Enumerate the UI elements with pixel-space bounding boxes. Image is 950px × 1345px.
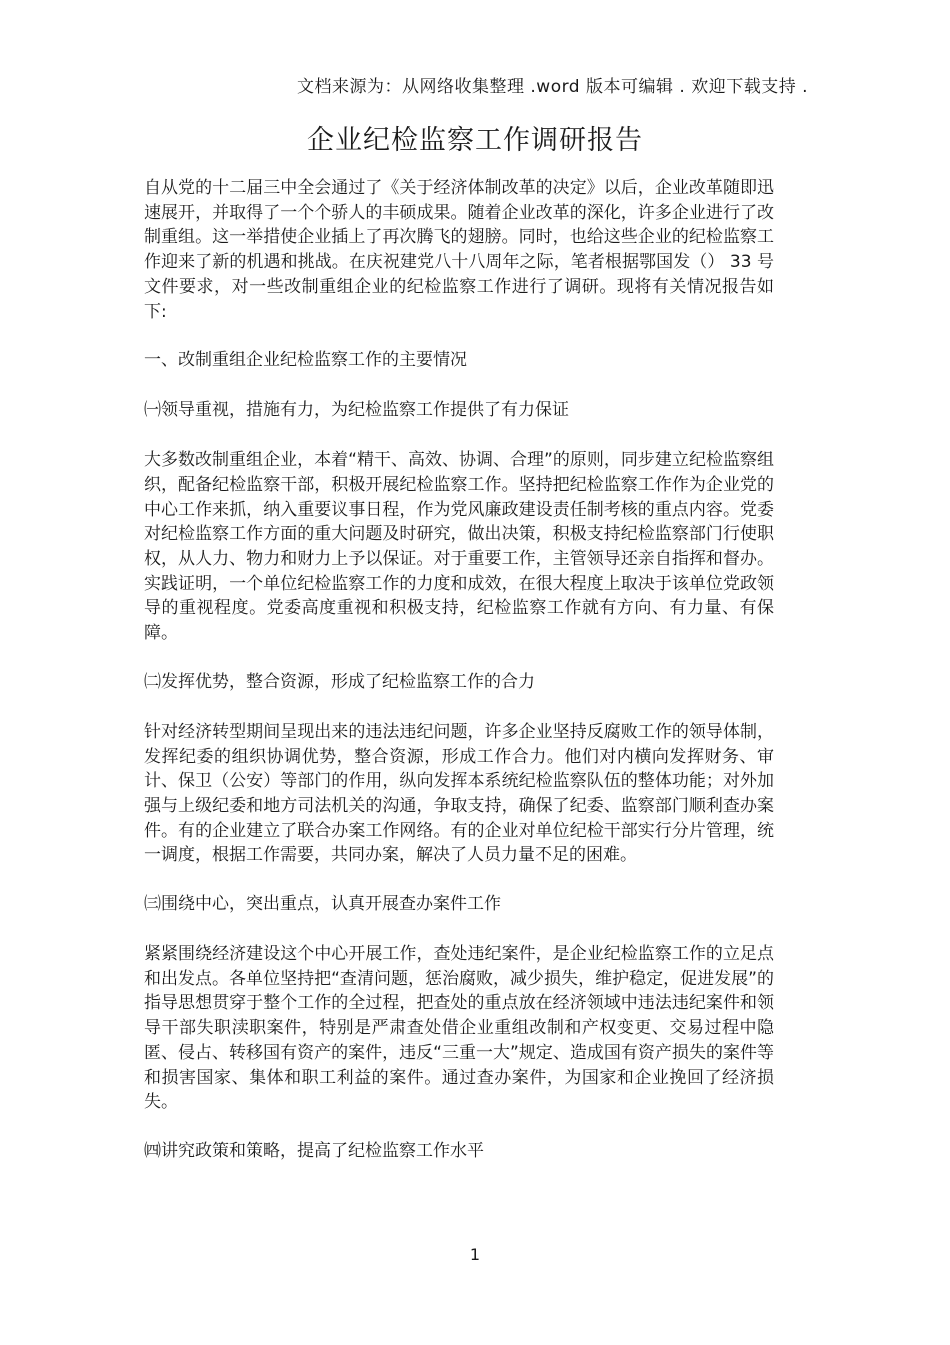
section-heading-1: 一、改制重组企业纪检监察工作的主要情况 — [144, 350, 467, 371]
subsection-heading-4: ㈣讲究政策和策略，提高了纪检监察工作水平 — [144, 1140, 484, 1161]
document-body — [144, 176, 774, 1189]
subsection-heading-3: ㈢围绕中心，突出重点，认真开展查办案件工作 — [144, 894, 501, 915]
page-number: 1 — [469, 1245, 481, 1264]
subsection-paragraph-3: 紧紧围绕经济建设这个中心开展工作，查处违纪案件，是企业纪检监察工作的立足点和出发点。各单位坚持把“查清问题，惩治腐败，减少损失，维护稳定，促进发展”的指导思想贯穿于整个工作的全过程，把查处的重点放在经济领域中违法违纪案件和领导干部失职渎职案件，特别是严肃查处借企业重组改制和产权变更、交易过程中隐匿、侵占、转移国有资产的案件，违反“三重一大”规定、造成国有资产损失的案件等和损害国家、集体和职工利益的案件。通过查办案件，为国家和企业挽回了经济损失。 — [144, 944, 774, 1113]
intro-paragraph: 自从党的十二届三中全会通过了《关于经济体制改革的决定》以后，企业改革随即迅速展开，并取得了一个个骄人的丰硕成果。随着企业改革的深化，许多企业进行了改制重组。这一举措使企业插上了再次腾飞的翅膀。同时，也给这些企业的纪检监察工作迎来了新的机遇和挑战。在庆祝建党八十八周年之际，笔者根据鄂国发（） 33 号文件要求，对一些改制重组企业的纪检监察工作进行了调研。现将有关情况报告如下: — [144, 178, 774, 322]
subsection-heading-2: ㈡发挥优势，整合资源，形成了纪检监察工作的合力 — [144, 671, 535, 692]
subsection-paragraph-2: 针对经济转型期间呈现出来的违法违纪问题，许多企业坚持反腐败工作的领导体制，发挥纪委的组织协调优势，整合资源，形成工作合力。他们对内横向发挥财务、审计、保卫（公安）等部门的作用，纵向发挥本系统纪检监察队伍的整体功能；对外加强与上级纪委和地方司法机关的沟通，争取支持，确保了纪委、监察部门顺利查办案件。有的企业建立了联合办案工作网络。有的企业对单位纪检干部实行分片管理，统一调度，根据工作需要，共同办案，解决了人员力量不足的困难。 — [144, 721, 774, 866]
header-note: 文档来源为：从网络收集整理 .word 版本可编辑 . 欢迎下载支持 . — [296, 77, 808, 97]
subsection-paragraph-1: 大多数改制重组企业，本着“精干、高效、协调、合理”的原则，同步建立纪检监察组织，配备纪检监察干部，积极开展纪检监察工作。坚持把纪检监察工作作为企业党的中心工作来抓，纳入重要议事日程，作为党风廉政建设责任制考核的重点内容。党委对纪检监察工作方面的重大问题及时研究，做出决策，积极支持纪检监察部门行使职权，从人力、物力和财力上予以保证。对于重要工作，主管领导还亲自指挥和督办。实践证明，一个单位纪检监察工作的力度和成效，在很大程度上取决于该单位党政领导的重视程度。党委高度重视和积极支持，纪检监察工作就有方向、有力量、有保障。 — [144, 450, 774, 644]
subsection-heading-1: ㈠领导重视，措施有力，为纪检监察工作提供了有力保证 — [144, 400, 569, 421]
document-title: 企业纪检监察工作调研报告 — [307, 125, 643, 156]
